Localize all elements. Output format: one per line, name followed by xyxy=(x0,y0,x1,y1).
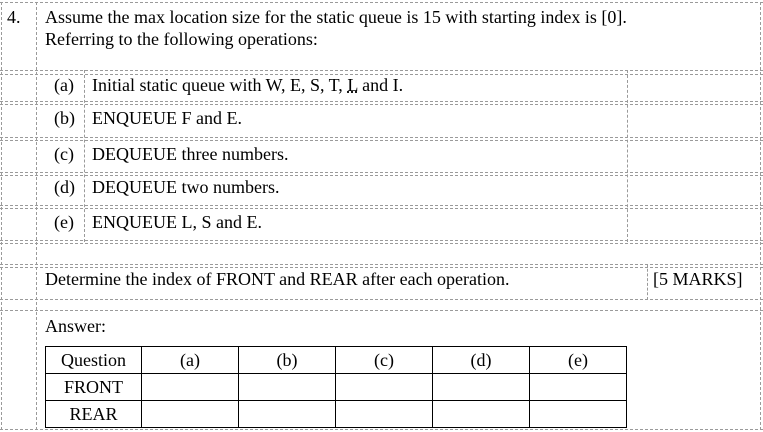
divider xyxy=(84,70,85,242)
header-e: (e) xyxy=(530,347,627,374)
question-line-1: Assume the max location size for the static queue is 15 with starting index is [0]. xyxy=(45,7,627,27)
divider xyxy=(627,70,628,242)
answer-cell[interactable] xyxy=(336,401,433,428)
task-text: Determine the index of FRONT and REAR after each operation. xyxy=(45,269,510,289)
operation-text-b: ENQUEUE F and E. xyxy=(92,108,242,128)
answer-cell[interactable] xyxy=(142,401,239,428)
divider xyxy=(0,140,763,141)
divider xyxy=(0,70,763,71)
answer-cell[interactable] xyxy=(530,374,627,401)
divider xyxy=(0,172,763,173)
question-line-2: Referring to the following operations: xyxy=(45,29,318,49)
question-number: 4. xyxy=(7,7,21,27)
divider xyxy=(0,205,763,206)
header-b: (b) xyxy=(239,347,336,374)
divider xyxy=(0,101,763,102)
operation-letter-c: (c) xyxy=(54,144,74,164)
operation-text-a: Initial static queue with W, E, S, T, L and I. xyxy=(92,75,404,95)
row-label-front: FRONT xyxy=(46,374,142,401)
row-label-rear: REAR xyxy=(46,401,142,428)
divider xyxy=(0,240,763,241)
divider xyxy=(36,2,37,430)
table-row xyxy=(46,374,627,401)
operation-text-e: ENQUEUE L, S and E. xyxy=(92,212,262,232)
header-a: (a) xyxy=(142,347,239,374)
operation-letter-e: (e) xyxy=(54,212,74,232)
answer-cell[interactable] xyxy=(336,374,433,401)
divider xyxy=(0,429,763,430)
header-c: (c) xyxy=(336,347,433,374)
answer-cell[interactable] xyxy=(239,401,336,428)
answer-cell[interactable] xyxy=(530,401,627,428)
divider xyxy=(0,264,763,265)
operation-letter-d: (d) xyxy=(54,177,75,197)
answer-cell[interactable] xyxy=(433,374,530,401)
divider xyxy=(0,243,763,244)
header-d: (d) xyxy=(433,347,530,374)
table-row xyxy=(46,401,627,428)
divider xyxy=(1,2,2,430)
divider xyxy=(0,208,763,209)
header-question: Question xyxy=(46,347,142,374)
answer-cell[interactable] xyxy=(239,374,336,401)
divider xyxy=(0,310,763,311)
operation-text-c: DEQUEUE three numbers. xyxy=(92,144,289,164)
divider xyxy=(0,104,763,105)
divider xyxy=(647,264,648,300)
answer-label: Answer: xyxy=(45,316,106,336)
operation-text-d: DEQUEUE two numbers. xyxy=(92,177,280,197)
answer-table xyxy=(45,346,627,428)
answer-cell[interactable] xyxy=(433,401,530,428)
table-header-row xyxy=(46,347,627,374)
divider xyxy=(0,299,763,300)
divider xyxy=(760,2,761,430)
operation-letter-b: (b) xyxy=(54,108,75,128)
divider xyxy=(0,2,763,3)
marks-label: [5 MARKS] xyxy=(653,269,743,289)
answer-cell[interactable] xyxy=(142,374,239,401)
operation-letter-a: (a) xyxy=(54,75,74,95)
divider xyxy=(0,137,763,138)
